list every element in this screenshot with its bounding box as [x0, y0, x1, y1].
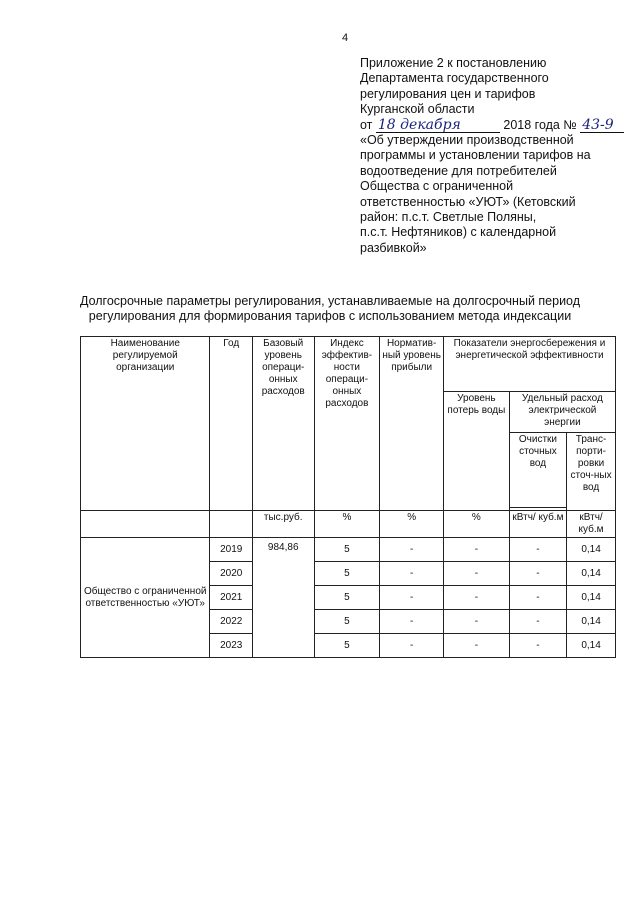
cell-losses: -	[443, 562, 509, 586]
appendix-line: Приложение 2 к постановлению	[360, 56, 547, 70]
document-title	[60, 294, 600, 324]
cell-transport: 0,14	[567, 634, 616, 658]
unit-losses: %	[443, 511, 509, 538]
subject-line: программы и установлении тарифов на	[360, 148, 591, 163]
handwritten-number: 43-9	[580, 119, 624, 133]
cell-transport: 0,14	[567, 562, 616, 586]
appendix-block	[360, 56, 630, 256]
header-energy: Показатели энергосбережения и энергетической эффективности	[443, 337, 615, 392]
header-losses: Уровень потерь воды	[443, 392, 509, 511]
cell-base-value: 984,86	[252, 538, 314, 658]
header-row	[81, 337, 616, 392]
subject-line: водоотведение для потребителей	[360, 163, 557, 178]
cell-year: 2023	[210, 634, 252, 658]
cell-year: 2020	[210, 562, 252, 586]
unit-index: %	[314, 511, 380, 538]
appendix-line: регулирования цен и тарифов	[360, 86, 536, 101]
cell-transport: 0,14	[567, 538, 616, 562]
cell-year: 2022	[210, 610, 252, 634]
parameters-table	[80, 336, 616, 658]
unit-profit: %	[380, 511, 444, 538]
header-electric: Удельный расход электрической энергии	[509, 392, 615, 433]
cell-profit: -	[380, 610, 444, 634]
header-index: Индекс эффектив-ности операци-онных расходов	[314, 337, 380, 511]
subject-line: Общества с ограниченной	[360, 179, 514, 194]
cell-treatment: -	[509, 586, 566, 610]
unit-base: тыс.руб.	[252, 511, 314, 538]
header-base: Базовый уровень операци-онных расходов	[252, 337, 314, 511]
subject-line: «Об утверждении производственной	[360, 133, 574, 148]
page-number: 4	[342, 32, 349, 44]
cell-index: 5	[314, 562, 380, 586]
appendix-line: Департамента государственного	[360, 71, 549, 86]
cell-profit: -	[380, 538, 444, 562]
cell-index: 5	[314, 586, 380, 610]
cell-losses: -	[443, 610, 509, 634]
cell-profit: -	[380, 562, 444, 586]
cell-losses: -	[443, 634, 509, 658]
header-year: Год	[210, 337, 252, 511]
unit-treatment: кВтч/ куб.м	[509, 511, 566, 538]
cell-index: 5	[314, 634, 380, 658]
cell-index: 5	[314, 538, 380, 562]
year-text: 2018 года №	[503, 117, 577, 132]
header-org: Наименование регулируемой организации	[81, 337, 210, 511]
units-row	[81, 511, 616, 538]
appendix-line: Курганской области	[360, 102, 475, 117]
cell-index: 5	[314, 610, 380, 634]
date-prefix: от	[360, 117, 373, 132]
title-line-1: Долгосрочные параметры регулирования, устанавливаемые на долгосрочный период	[79, 294, 581, 308]
cell-treatment: -	[509, 634, 566, 658]
unit-transport: кВтч/ куб.м	[567, 511, 616, 538]
handwritten-date: 18 декабря	[376, 119, 500, 133]
cell-losses: -	[443, 586, 509, 610]
header-transport: Транс-порти-ровки сточ-ных вод	[567, 433, 616, 511]
appendix-date-line	[360, 118, 630, 133]
cell-profit: -	[380, 634, 444, 658]
title-line-2: регулирования для формирования тарифов с использованием метода индексации	[88, 309, 572, 323]
cell-profit: -	[380, 586, 444, 610]
cell-year: 2019	[210, 538, 252, 562]
table-row	[81, 538, 616, 562]
cell-treatment: -	[509, 562, 566, 586]
subject-line: разбивкой»	[360, 240, 427, 255]
cell-losses: -	[443, 538, 509, 562]
unit-year	[210, 511, 252, 538]
cell-transport: 0,14	[567, 610, 616, 634]
subject-line: ответственностью «УЮТ» (Кетовский	[360, 194, 576, 209]
cell-treatment: -	[509, 610, 566, 634]
organization-name: Общество с ограниченной ответственностью «УЮТ»	[81, 538, 210, 658]
header-treatment: Очистки сточных вод	[509, 433, 566, 508]
cell-year: 2021	[210, 586, 252, 610]
header-profit: Норматив-ный уровень прибыли	[380, 337, 444, 511]
cell-treatment: -	[509, 538, 566, 562]
cell-transport: 0,14	[567, 586, 616, 610]
subject-line: п.с.т. Нефтяников) с календарной	[360, 225, 557, 240]
subject-line: район: п.с.т. Светлые Поляны,	[360, 210, 537, 225]
unit-org	[81, 511, 210, 538]
